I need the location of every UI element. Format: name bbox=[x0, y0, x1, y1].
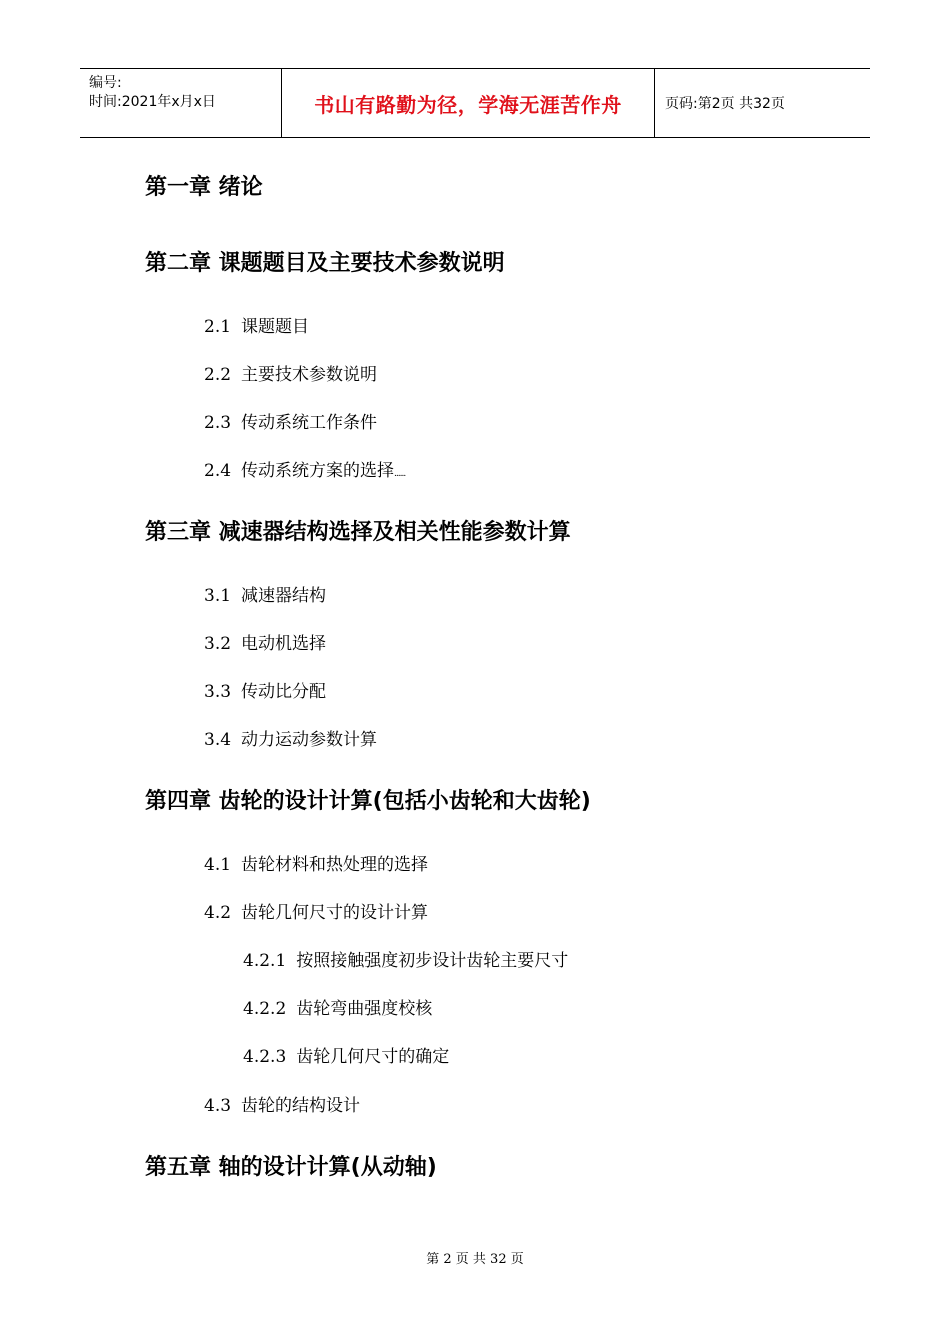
section-title: 齿轮的结构设计 bbox=[241, 1096, 361, 1116]
section-title: 齿轮几何尺寸的确定 bbox=[296, 1047, 450, 1067]
section-number: 2.1 bbox=[204, 317, 232, 337]
toc-section-2-4[interactable] bbox=[204, 456, 405, 481]
section-number: 4.1 bbox=[204, 855, 232, 875]
section-title: 传动比分配 bbox=[241, 682, 327, 702]
date-label: 时间:2021年x月x日 bbox=[89, 94, 216, 110]
section-title: 动力运动参数计算 bbox=[241, 730, 378, 750]
section-number: 3.1 bbox=[204, 586, 232, 606]
section-title: 齿轮弯曲强度校核 bbox=[296, 999, 433, 1019]
toc-section-4-2-2[interactable] bbox=[243, 994, 432, 1019]
toc-chapter-3[interactable]: 第三章 减速器结构选择及相关性能参数计算 bbox=[145, 520, 571, 545]
toc-chapter-2[interactable]: 第二章 课题题目及主要技术参数说明 bbox=[145, 251, 505, 276]
motto-text: 书山有路勤为径，学海无涯苦作舟 bbox=[314, 92, 622, 117]
serial-label: 编号: bbox=[89, 75, 122, 91]
section-number: 2.3 bbox=[204, 413, 232, 433]
toc-chapter-1[interactable]: 第一章 绪论 bbox=[145, 175, 263, 200]
header-right-cell bbox=[655, 69, 870, 137]
section-number: 3.4 bbox=[204, 730, 232, 750]
section-number: 4.2.1 bbox=[243, 951, 287, 971]
toc-section-3-3[interactable] bbox=[204, 677, 326, 702]
section-number: 4.2.2 bbox=[243, 999, 287, 1019]
section-title: 传动系统方案的选择 bbox=[241, 461, 395, 481]
section-title: 齿轮材料和热处理的选择 bbox=[241, 855, 429, 875]
section-title: 按照接触强度初步设计齿轮主要尺寸 bbox=[296, 951, 569, 971]
section-number: 3.2 bbox=[204, 634, 232, 654]
toc-section-4-2-3[interactable] bbox=[243, 1042, 449, 1067]
header-left-cell bbox=[80, 69, 282, 137]
section-number: 2.4 bbox=[204, 461, 232, 481]
section-title: 减速器结构 bbox=[241, 586, 327, 606]
section-number: 3.3 bbox=[204, 682, 232, 702]
toc-chapter-5[interactable]: 第五章 轴的设计计算(从动轴) bbox=[145, 1155, 437, 1180]
toc-section-3-2[interactable] bbox=[204, 629, 326, 654]
header-middle-cell bbox=[282, 69, 655, 137]
toc-section-4-2[interactable] bbox=[204, 898, 428, 923]
toc-section-2-2[interactable] bbox=[204, 360, 377, 385]
toc-chapter-4[interactable]: 第四章 齿轮的设计计算(包括小齿轮和大齿轮) bbox=[145, 789, 591, 814]
toc-section-2-3[interactable] bbox=[204, 408, 377, 433]
section-title: 传动系统工作条件 bbox=[241, 413, 378, 433]
page-footer: 第 2 页 共 32 页 bbox=[426, 1252, 524, 1267]
toc-section-4-1[interactable] bbox=[204, 850, 428, 875]
section-title: 课题题目 bbox=[241, 317, 310, 337]
section-number: 4.3 bbox=[204, 1096, 232, 1116]
toc-section-2-1[interactable] bbox=[204, 312, 309, 337]
section-title: 主要技术参数说明 bbox=[241, 365, 378, 385]
toc-section-3-4[interactable] bbox=[204, 725, 377, 750]
section-number: 4.2.3 bbox=[243, 1047, 287, 1067]
toc-section-4-3[interactable] bbox=[204, 1091, 360, 1116]
page-info: 页码:第2页 共32页 bbox=[665, 96, 785, 112]
section-title: 齿轮几何尺寸的设计计算 bbox=[241, 903, 429, 923]
toc-section-3-1[interactable] bbox=[204, 581, 326, 606]
section-number: 4.2 bbox=[204, 903, 232, 923]
section-number: 2.2 bbox=[204, 365, 232, 385]
toc-section-4-2-1[interactable] bbox=[243, 946, 568, 971]
page-header bbox=[80, 68, 870, 138]
section-title: 电动机选择 bbox=[241, 634, 327, 654]
leader-dots: ...... bbox=[394, 469, 406, 479]
